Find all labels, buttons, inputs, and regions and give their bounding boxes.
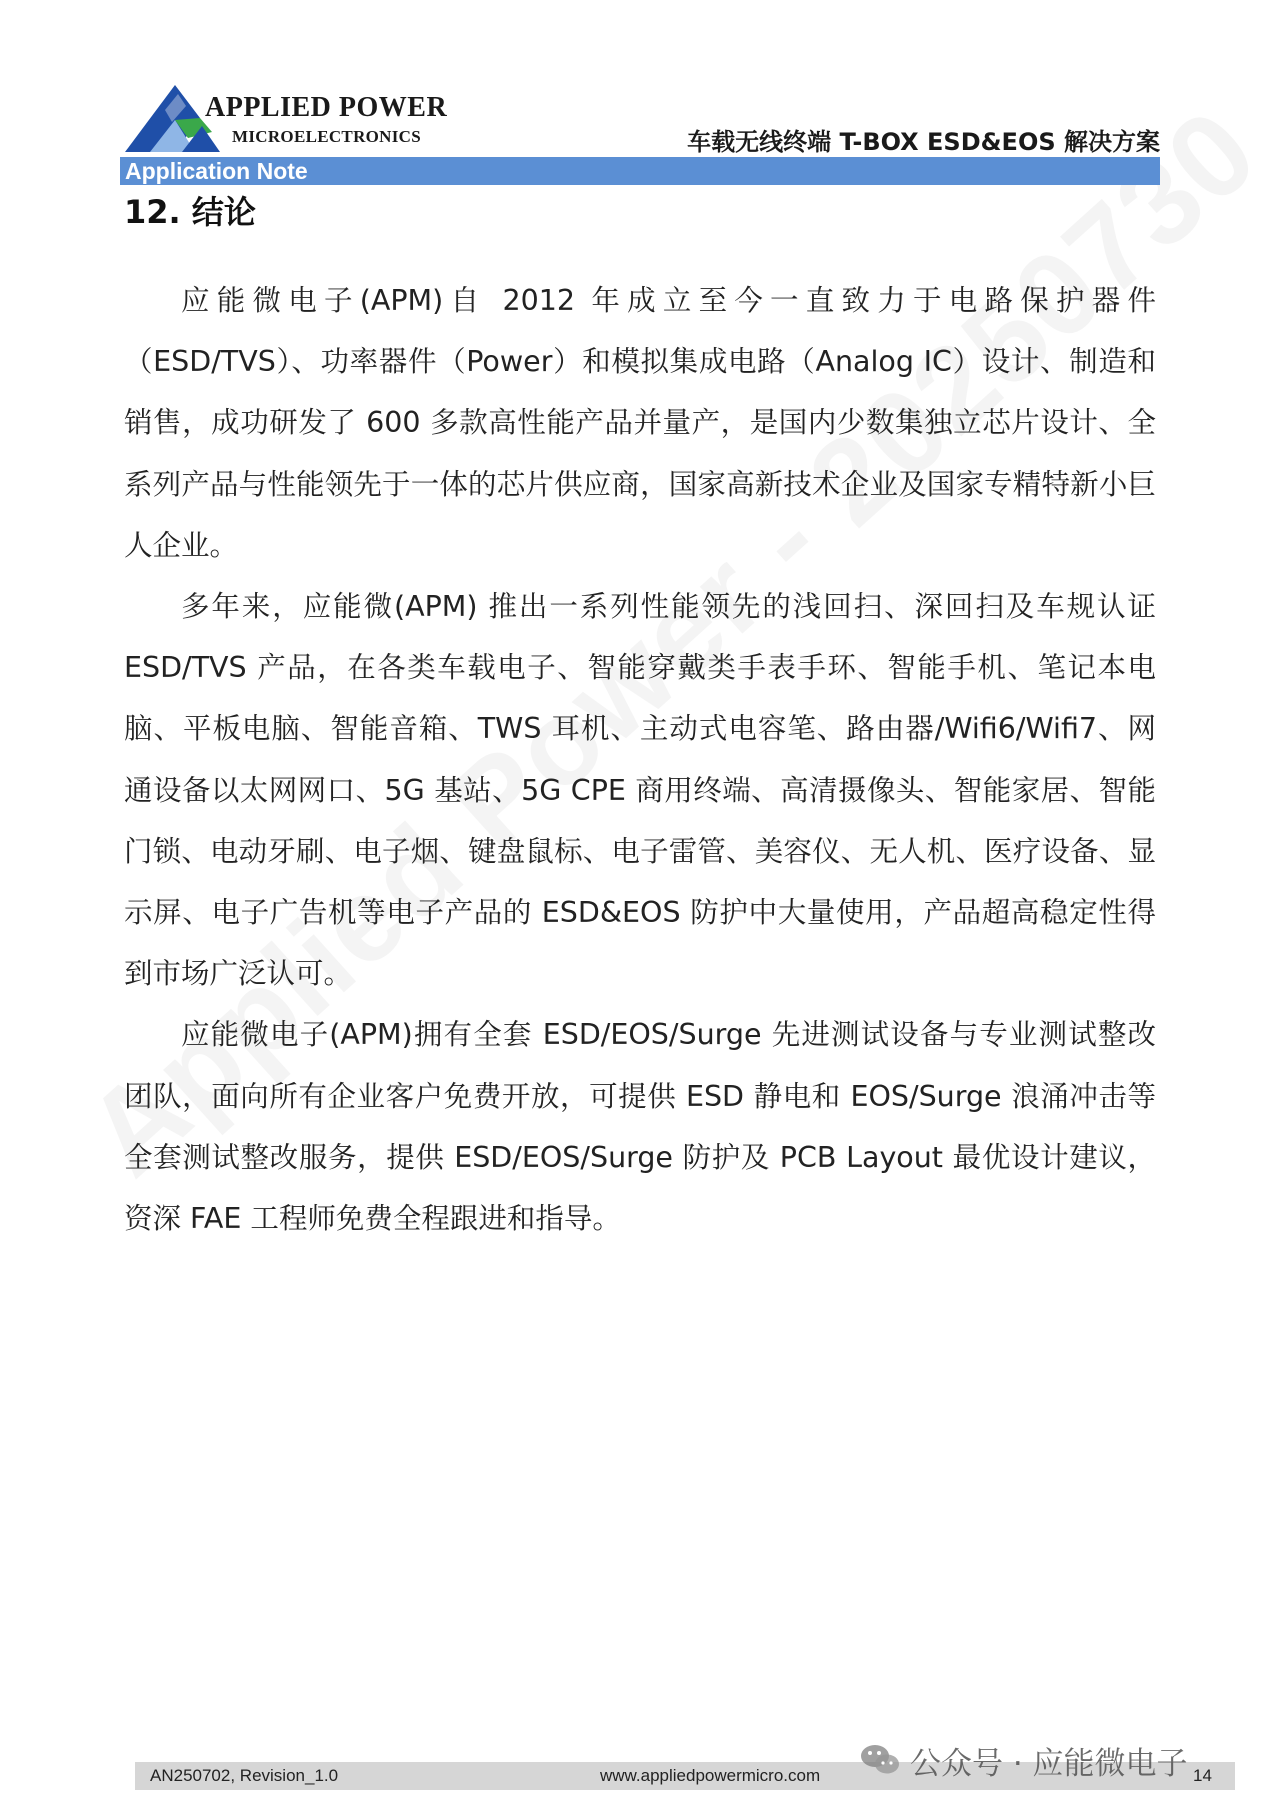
wechat-account-label: 公众号 · 应能微电子	[910, 1745, 1188, 1782]
section-heading: 12. 结论	[124, 193, 256, 231]
page-number: 14	[1193, 1766, 1212, 1785]
paragraph-3: 应能微电子(APM)拥有全套 ESD/EOS/Surge 先进测试设备与专业测试整改团队，面向所有企业客户免费开放，可提供 ESD 静电和 EOS/Surge 浪涌冲击等全套测试整改服务，提供 ESD/EOS/Surge 防护及 PCB Layout 最优设计建议，资深 FAE 工程师免费全程跟进和指导。	[124, 1018, 1156, 1236]
paragraph-1: 应能微电子(APM)自 2012 年成立至今一直致力于电路保护器件（ESD/TVS）、功率器件（Power）和模拟集成电路（Analog IC）设计、制造和销售，成功研发了 600 多款高性能产品并量产，是国内少数集独立芯片设计、全系列产品与性能领先于一体的芯片供应商，国家高新技术企业及国家专精特新小巨人企业。	[124, 284, 1156, 562]
wechat-account-watermark	[860, 1738, 1188, 1782]
paragraph-2: 多年来，应能微(APM) 推出一系列性能领先的浅回扫、深回扫及车规认证 ESD/TVS 产品，在各类车载电子、智能穿戴类手表手环、智能手机、笔记本电脑、平板电脑、智能音箱、TWS 耳机、主动式电容笔、路由器/Wifi6/Wifi7、网通设备以太网网口、5G 基站、5G CPE 商用终端、高清摄像头、智能家居、智能门锁、电动牙刷、电子烟、键盘鼠标、电子雷管、美容仪、无人机、医疗设备、显示屏、电子广告机等电子产品的 ESD&EOS 防护中大量使用，产品超高稳定性得到市场广泛认可。	[124, 590, 1156, 991]
application-note-band	[120, 157, 1160, 185]
section-body	[124, 270, 1156, 1249]
logo-wordmark-line2: MICROELECTRONICS	[232, 127, 421, 146]
application-note-label: Application Note	[125, 158, 308, 184]
footer-doc-id: AN250702, Revision_1.0	[150, 1766, 339, 1785]
footer-website: www.appliedpowermicro.com	[600, 1766, 821, 1785]
logo-wordmark-line1: APPLIED POWER	[205, 92, 448, 123]
document-title: 车载无线终端 T-BOX ESD&EOS 解决方案	[687, 128, 1160, 156]
wechat-icon	[860, 1742, 900, 1778]
